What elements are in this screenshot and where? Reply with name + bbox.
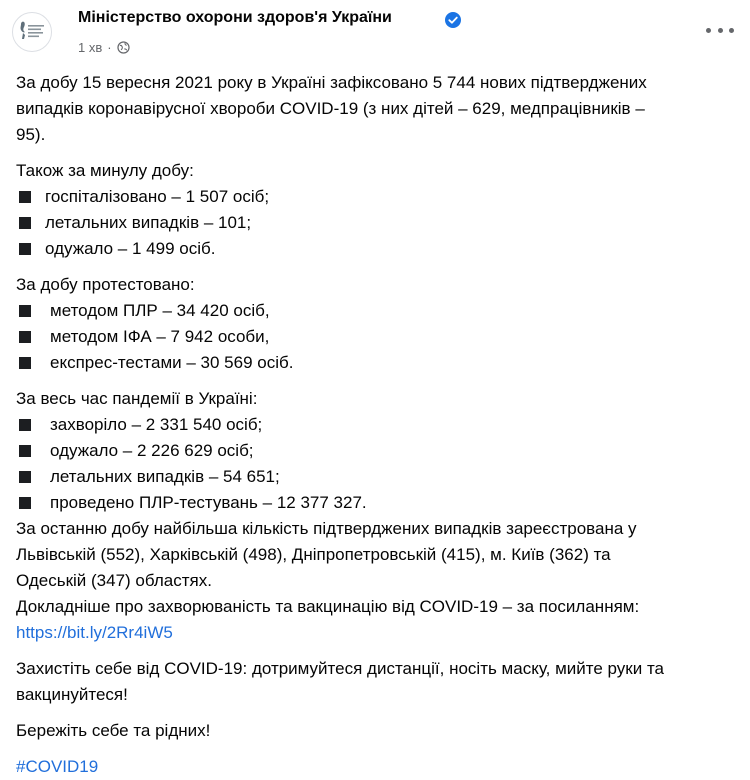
bullet-square-icon — [19, 305, 31, 317]
text-line: Львівській (552), Харківській (498), Дніпропетровській (415), м. Київ (362) та — [16, 545, 611, 564]
list-item: летальних випадків – 101; — [16, 210, 736, 236]
bullet-square-icon — [19, 243, 31, 255]
meta-separator: · — [107, 39, 112, 55]
text-line: випадків коронавірусної хвороби COVID-19 (з них дітей – 629, медпрацівників – — [16, 99, 645, 118]
ministry-logo-icon — [13, 13, 51, 51]
section-heading: За добу протестовано: — [16, 275, 195, 294]
post-text — [16, 70, 736, 780]
protect-paragraph — [16, 656, 736, 708]
list-item: експрес-тестами – 30 569 осіб. — [16, 350, 736, 376]
page-avatar[interactable] — [12, 12, 52, 52]
more-dot — [718, 28, 723, 33]
more-dot — [706, 28, 711, 33]
list-item: одужало – 1 499 осіб. — [16, 236, 736, 262]
list-item: захворіло – 2 331 540 осіб; — [16, 412, 736, 438]
list-item: проведено ПЛР-тестувань – 12 377 327. — [16, 490, 736, 516]
list-item: госпіталізовано – 1 507 осіб; — [16, 184, 736, 210]
hashtag-link[interactable]: #COVID19 — [16, 757, 99, 776]
more-options-button[interactable] — [706, 20, 734, 40]
post-header — [0, 0, 750, 66]
list-item: одужало – 2 226 629 осіб; — [16, 438, 736, 464]
section-heading: За весь час пандемії в Україні: — [16, 389, 258, 408]
bullet-square-icon — [19, 357, 31, 369]
section-heading: Також за минулу добу: — [16, 161, 194, 180]
intro-paragraph — [16, 70, 736, 148]
text-line: 95). — [16, 125, 46, 144]
verified-badge-icon — [445, 12, 461, 28]
bullet-square-icon — [19, 471, 31, 483]
farewell-text: Бережіть себе та рідних! — [16, 721, 211, 740]
text-line: Одеській (347) областях. — [16, 571, 212, 590]
farewell-paragraph — [16, 718, 736, 744]
bullet-square-icon — [19, 497, 31, 509]
hashtag-paragraph — [16, 754, 736, 780]
bullet-square-icon — [19, 419, 31, 431]
text-line: За останню добу найбільша кількість підтверджених випадків зареєстрована у — [16, 519, 637, 538]
text-line: Захистіть себе від COVID-19: дотримуйтеся дистанції, носіть маску, мийте руки та — [16, 659, 664, 678]
more-dot — [729, 28, 734, 33]
post-meta — [78, 38, 130, 56]
tested-section — [16, 272, 736, 376]
regions-paragraph — [16, 516, 736, 646]
list-item: методом ПЛР – 34 420 осіб, — [16, 298, 736, 324]
bullet-square-icon — [19, 217, 31, 229]
bullet-square-icon — [19, 445, 31, 457]
text-line: За добу 15 вересня 2021 року в Україні зафіксовано 5 744 нових підтверджених — [16, 73, 647, 92]
list-item: методом ІФА – 7 942 особи, — [16, 324, 736, 350]
post-timestamp[interactable]: 1 хв — [78, 39, 103, 55]
more-info-text: Докладніше про захворюваність та вакцинацію від COVID-19 – за посиланням: — [16, 597, 640, 616]
bullet-square-icon — [19, 331, 31, 343]
page-name[interactable]: Міністерство охорони здоров'я України — [78, 9, 392, 26]
last-day-section — [16, 158, 736, 262]
bullet-square-icon — [19, 191, 31, 203]
details-link[interactable]: https://bit.ly/2Rr4iW5 — [16, 623, 173, 642]
text-line: вакцинуйтеся! — [16, 685, 128, 704]
list-item: летальних випадків – 54 651; — [16, 464, 736, 490]
globe-icon[interactable] — [117, 41, 130, 54]
pandemic-section — [16, 386, 736, 516]
